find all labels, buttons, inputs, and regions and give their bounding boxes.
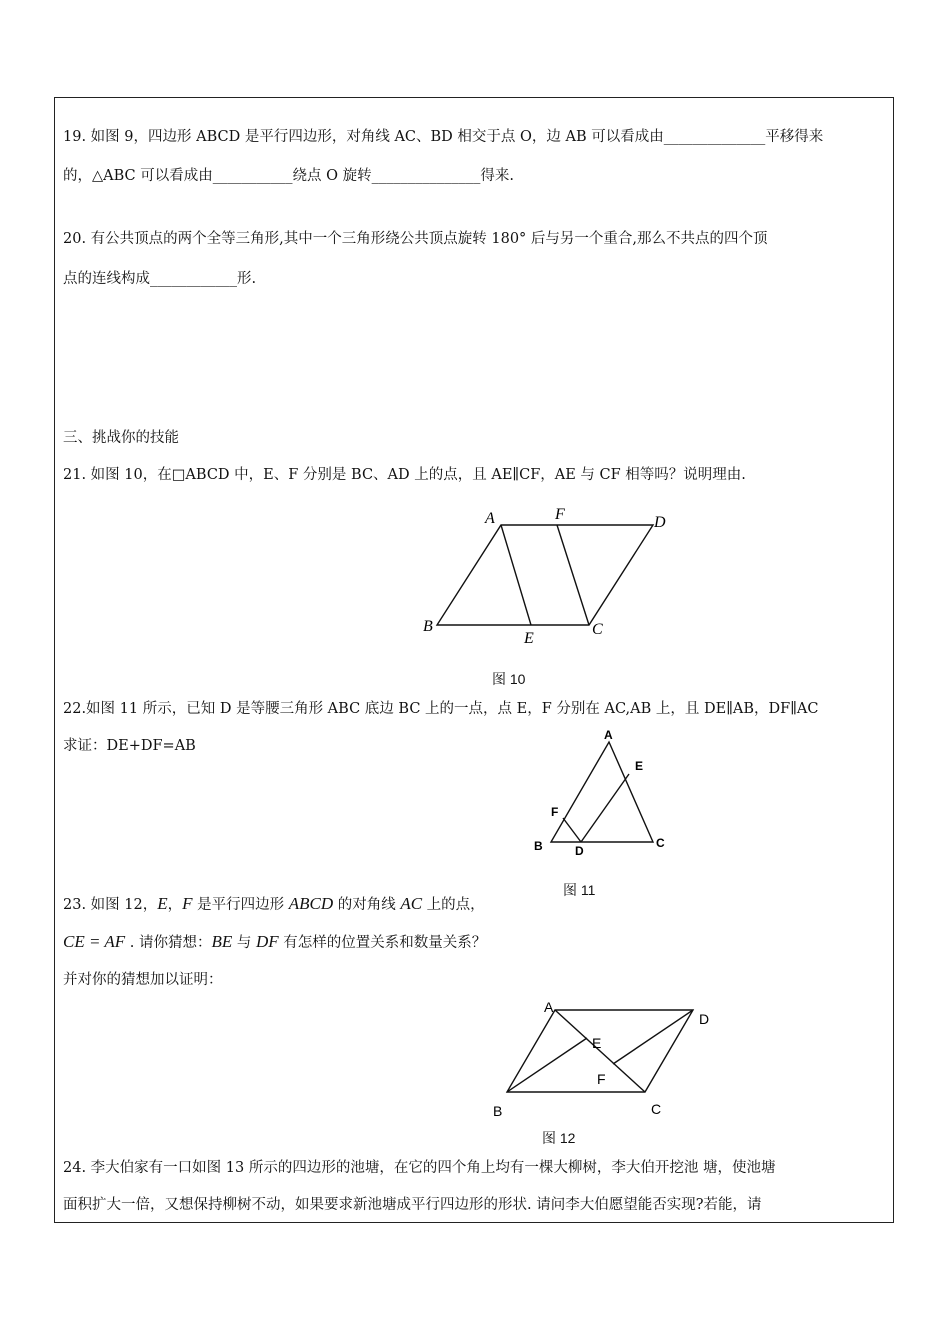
q23-line1: 23. 如图 12，E，F 是平行四边形 ABCD 的对角线 AC 上的点， — [63, 894, 485, 913]
q19-line1: 19. 如图 9，四边形 ABCD 是平行四边形，对角线 AC、BD 相交于点 O，边 AB 可以看成由______________平移得来 — [63, 129, 824, 145]
fig10-label-a: A — [485, 510, 495, 527]
fig10-label-e: E — [524, 630, 534, 643]
fig12-label-f: F — [597, 1071, 606, 1087]
fig10-label-f: F — [555, 506, 565, 523]
fig11-label-d: D — [575, 844, 584, 858]
q20-line2: 点的连线构成____________形. — [63, 271, 257, 287]
q21-text: 21. 如图 10，在□ABCD 中，E、F 分别是 BC、AD 上的点，且 AE∥CF，AE 与 CF 相等吗？说明理由. — [63, 467, 746, 483]
fig11-label-a: A — [604, 728, 613, 742]
fig10-label-c: C — [592, 621, 603, 638]
figure-11-caption: 图 11 — [563, 882, 596, 898]
q24-line2: 面积扩大一倍，又想保持柳树不动，如果要求新池塘成平行四边形的形状. 请问李大伯愿望能否实现?若能，请 — [63, 1197, 762, 1213]
q22-line2: 求证：DE+DF=AB — [63, 738, 196, 754]
figure-10 — [415, 503, 675, 643]
fig12-label-d: D — [699, 1011, 710, 1027]
q22-line1: 22.如图 11 所示，已知 D 是等腰三角形 ABC 底边 BC 上的一点，点 E，F 分别在 AC,AB 上，且 DE∥AB，DF∥AC — [63, 701, 819, 717]
fig12-label-c: C — [651, 1101, 662, 1117]
figure-11 — [525, 726, 705, 866]
q24-line1: 24. 李大伯家有一口如图 13 所示的四边形的池塘，在它的四个角上均有一棵大柳树，李大伯开挖池 塘，使池塘 — [63, 1160, 776, 1176]
figure-12-caption: 图 12 — [542, 1130, 576, 1146]
q19-line2: 的，△ABC 可以看成由___________绕点 O 旋转_______________得来. — [63, 168, 514, 184]
fig11-label-b: B — [534, 839, 543, 853]
fig11-label-f: F — [551, 805, 559, 819]
fig10-label-d: D — [654, 514, 666, 531]
fig12-label-b: B — [493, 1103, 503, 1119]
fig11-label-e: E — [635, 759, 644, 773]
fig12-label-e: E — [592, 1035, 602, 1051]
fig11-label-c: C — [656, 836, 665, 850]
q23-line2: CE = AF . 请你猜想：BE 与 DF 有怎样的位置关系和数量关系？ — [63, 932, 487, 951]
figure-10-caption: 图 10 — [492, 671, 526, 687]
fig10-label-b: B — [423, 618, 433, 635]
figure-12 — [485, 998, 725, 1128]
q23-line3: 并对你的猜想加以证明： — [63, 972, 223, 988]
fig12-label-a: A — [544, 999, 554, 1015]
document-frame — [54, 97, 894, 1223]
q20-line1: 20. 有公共顶点的两个全等三角形,其中一个三角形绕公共顶点旋转 180° 后与另一个重合,那么不共点的四个顶 — [63, 231, 768, 247]
section-heading: 三、挑战你的技能 — [63, 430, 179, 446]
